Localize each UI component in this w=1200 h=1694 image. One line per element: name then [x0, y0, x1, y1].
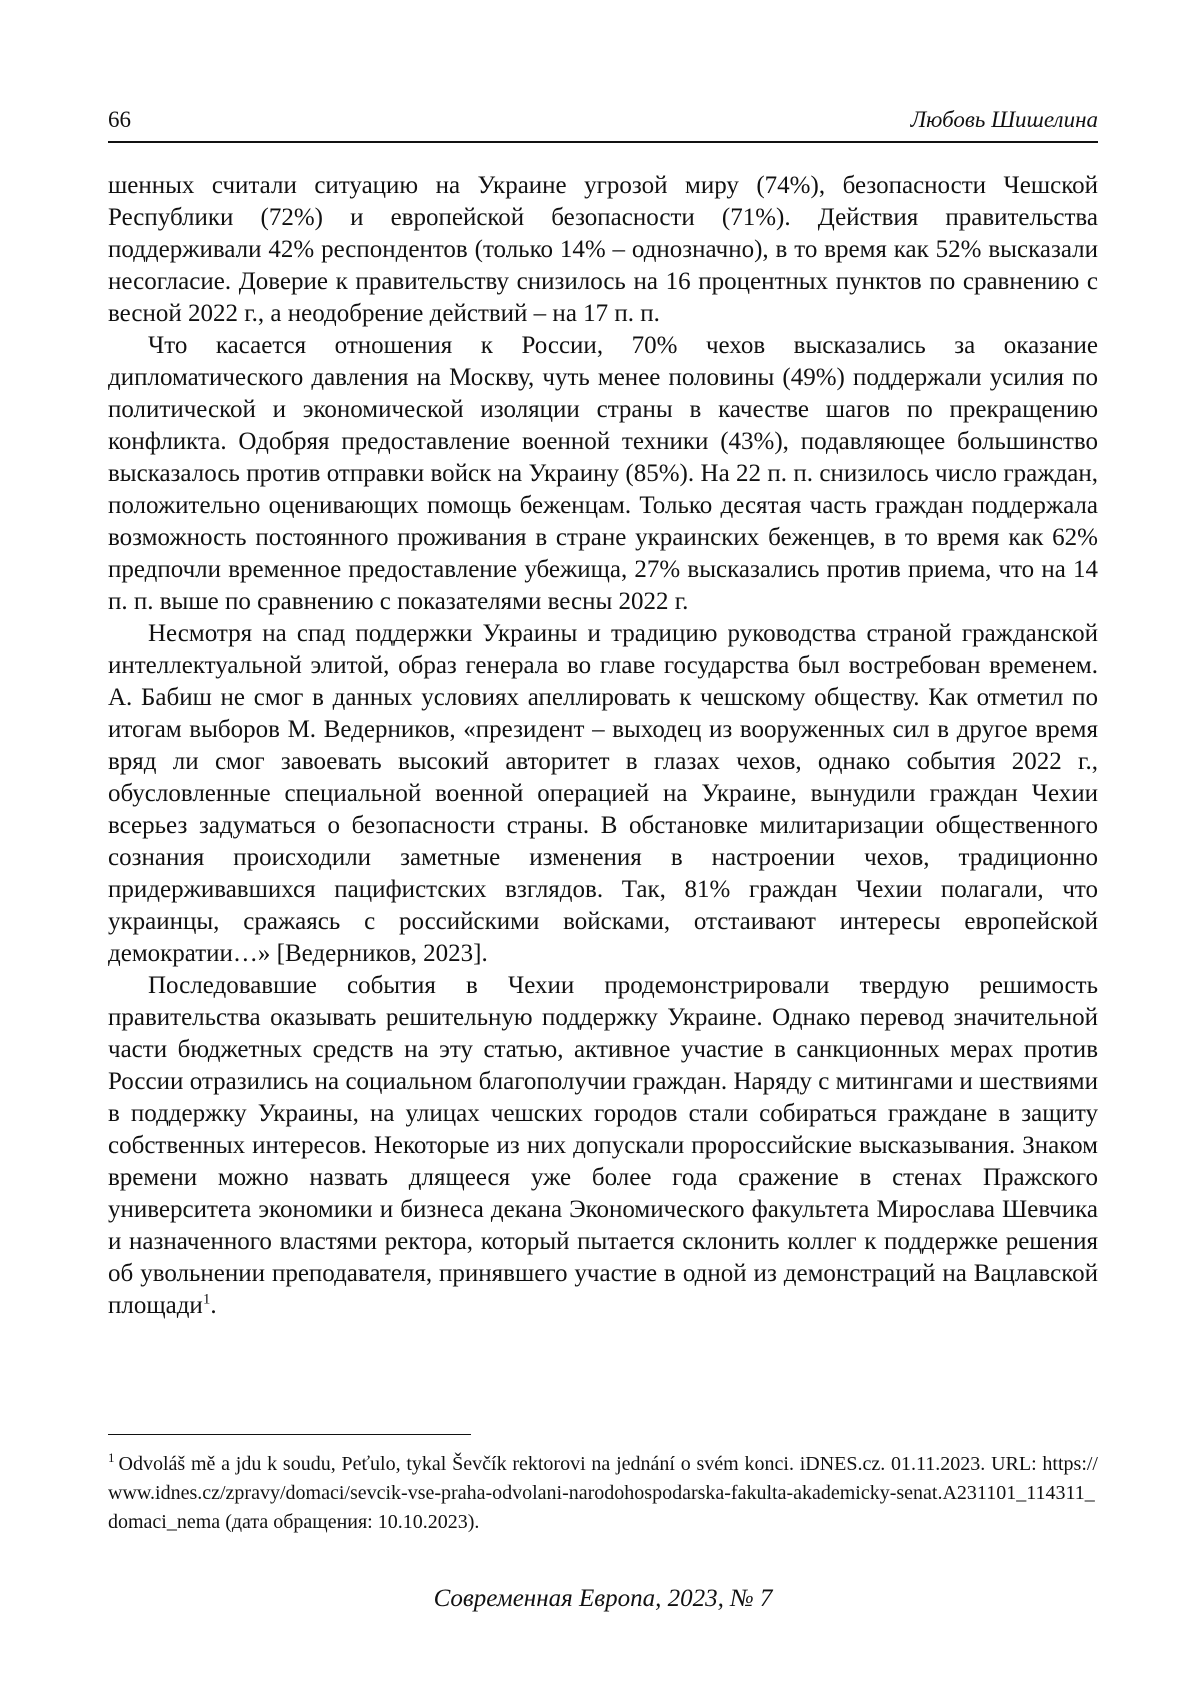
footnote-url-link[interactable]: https://www.idnes.cz/zpravy/domaci/sevcik-vse-praha-odvolani-narodohospodarska-fakulta-akademicky-senat.A231101_114311_domaci_nema	[108, 1453, 1098, 1533]
running-header	[108, 107, 1098, 143]
footnote	[108, 1450, 1098, 1537]
paragraph-2: Что касается отношения к России, 70% чехов высказались за оказание дипломатического давления на Москву, чуть менее половины (49%) поддержали усилия по политической и экономической изоляции страны в качестве шагов по прекращению конфликта. Одобряя предоставление военной техники (43%), подавляющее большинство высказалось против отправки войск на Украину (85%). На 22 п. п. снизилось число граждан, положительно оценивающих помощь беженцам. Только десятая часть граждан поддержала возможность постоянного проживания в стране украинских беженцев, в то время как 62% предпочли временное предоставление убежища, 27% высказались против приема, что на 14 п. п. выше по сравнению с показателями весны 2022 г.	[108, 332, 1098, 615]
footnote-mark: 1	[108, 1450, 115, 1466]
footnote-reference[interactable]: 1	[202, 1291, 211, 1308]
paragraph-4-end: .	[210, 1292, 217, 1319]
journal-footer: Современная Европа, 2023, № 7	[433, 1585, 773, 1612]
footnote-citation: Odvoláš mě a jdu k soudu, Peťulo, tykal Ševčík rektorovi na jednání o svém konci. iDNES.cz. 01.11.2023. URL:	[118, 1453, 1043, 1475]
footnote-divider	[108, 1434, 471, 1435]
paragraph-3: Несмотря на спад поддержки Украины и традицию руководства страной гражданской интеллектуальной элитой, образ генерала во главе государства был востребован временем. А. Бабиш не смог в данных условиях апеллировать к чешскому обществу. Как отметил по итогам выборов М. Ведерников, «президент – выходец из вооруженных сил в другое время вряд ли смог завоевать высокий авторитет в глазах чехов, однако события 2022 г., обусловленные специальной военной операцией на Украине, вынудили граждан Чехии всерьез задуматься о безопасности страны. В обстановке милитаризации общественного сознания происходили заметные изменения в настроении чехов, традиционно придерживавшихся пацифистских взглядов. Так, 81% граждан Чехии полагали, что украинцы, сражаясь с российскими войсками, отстаивают интересы европейской демократии…» [Ведерников, 2023].	[108, 620, 1098, 967]
article-body	[108, 170, 1098, 1322]
page	[108, 0, 1098, 1694]
running-head-author: Любовь Шишелина	[910, 107, 1098, 132]
paragraph-1: шенных считали ситуацию на Украине угрозой миру (74%), безопасности Чешской Республики (72%) и европейской безопасности (71%). Действия правительства поддерживали 42% респондентов (только 14% – однозначно), в то время как 52% высказали несогласие. Доверие к правительству снизилось на 16 процентных пунктов по сравнению с весной 2022 г., а неодобрение действий – на 17 п. п.	[108, 172, 1098, 327]
paragraph-4-text: Последовавшие события в Чехии продемонстрировали твердую решимость правительства оказывать решительную поддержку Украине. Однако перевод значительной части бюджетных средств на эту статью, активное участие в санкционных мерах против России отразились на социальном благополучии граждан. Наряду с митингами и шествиями в поддержку Украины, на улицах чешских городов стали собираться граждане в защиту собственных интересов. Некоторые из них допускали пророссийские высказывания. Знаком времени можно назвать длящееся уже более года сражение в стенах Пражского университета экономики и бизнеса декана Экономического факультета Мирослава Шевчика и назначенного властями ректора, который пытается склонить коллег к поддержке решения об увольнении преподавателя, принявшего участие в одной из демонстраций на Вацлавской площади	[108, 972, 1098, 1319]
page-number: 66	[108, 107, 131, 132]
paragraph-4	[108, 970, 1098, 1322]
footnote-access-date: (дата обращения: 10.10.2023).	[220, 1511, 480, 1533]
